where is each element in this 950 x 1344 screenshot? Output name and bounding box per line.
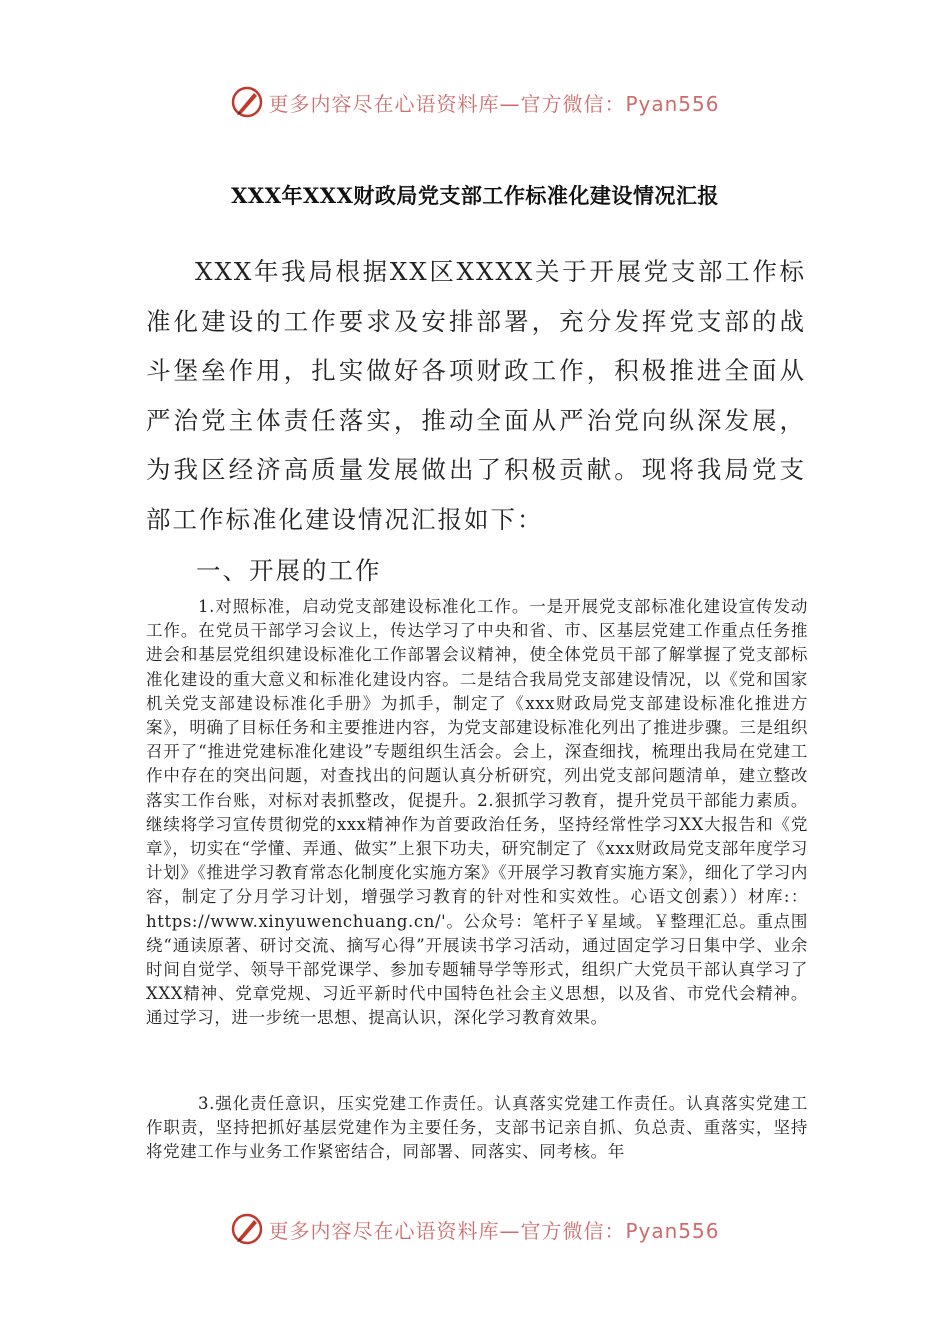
watermark-banner-top bbox=[0, 82, 950, 122]
intro-paragraph: XXX年我局根据XX区XXXX关于开展党支部工作标准化建设的工作要求及安排部署，充分发挥党支部的战斗堡垒作用，扎实做好各项财政工作，积极推进全面从严治党主体责任落实，推动全面从严治党向纵深发展，为我区经济高质量发展做出了积极贡献。现将我局党支部工作标准化建设情况汇报如下： bbox=[146, 257, 806, 534]
watermark-banner-bottom bbox=[0, 1209, 950, 1249]
quill-pen-logo-icon bbox=[230, 1212, 264, 1246]
section-heading: 一、开展的工作 bbox=[196, 556, 382, 585]
watermark-text: 更多内容尽在心语资料库—官方微信：Pyan556 bbox=[268, 91, 720, 116]
document-title: XXX年XXX财政局党支部工作标准化建设情况汇报 bbox=[231, 183, 719, 208]
quill-pen-logo-icon bbox=[230, 85, 264, 119]
body-paragraph: 3.强化责任意识，压实党建工作责任。认真落实党建工作责任。认真落实党建工作职责，坚持把抓好基层党建作为主要任务，支部书记亲自抓、负总责、重落实，坚持将党建工作与业务工作紧密结合，同部署、同落实、同考核。年 bbox=[146, 1094, 808, 1162]
body-paragraph: 1.对照标准，启动党支部建设标准化工作。一是开展党支部标准化建设宣传发动工作。在党员干部学习会议上，传达学习了中央和省、市、区基层党建工作重点任务推进会和基层党组织建设标准化工作部署会议精神，使全体党员干部了解掌握了党支部标准化建设的重大意义和标准化建设内容。二是结合我局党支部建设情况，以《党和国家机关党支部建设标准化手册》为抓手，制定了《xxx财政局党支部建设标准化推进方案》，明确了目标任务和主要推进内容，为党支部建设标准化列出了推进步骤。三是组织召开了“推进党建标准化建设”专题组织生活会。会上，深查细找，梳理出我局在党建工作中存在的突出问题，对查找出的问题认真分析研究，列出党支部问题清单，建立整改落实工作台账，对标对表抓整改，促提升。2.狠抓学习教育，提升党员干部能力素质。继续将学习宣传贯彻党的xxx精神作为首要政治任务，坚持经常性学习XX大报告和《党章》，切实在“学懂、弄通、做实”上狠下功夫，研究制定了《xxx财政局党支部年度学习计划》《推进学习教育常态化制度化实施方案》《开展学习教育实施方案》，细化了学习内容，制定了分月学习计划，增强学习教育的针对性和实效性。心语文创素））材库:：https://www.xinyuwenchuang.cn/'。公众号：笔杆子￥星域。￥整理汇总。重点围绕“通读原著、研讨交流、摘写心得”开展读书学习活动，通过固定学习日集中学、业余时间自觉学、领导干部党课学、参加专题辅导学等形式，组织广大党员干部认真学习了XXX精神、党章党规、习近平新时代中国特色社会主义思想，以及省、市党代会精神。通过学习，进一步统一思想、提高认识，深化学习教育效果。 bbox=[146, 597, 808, 1028]
watermark-text: 更多内容尽在心语资料库—官方微信：Pyan556 bbox=[268, 1218, 720, 1243]
